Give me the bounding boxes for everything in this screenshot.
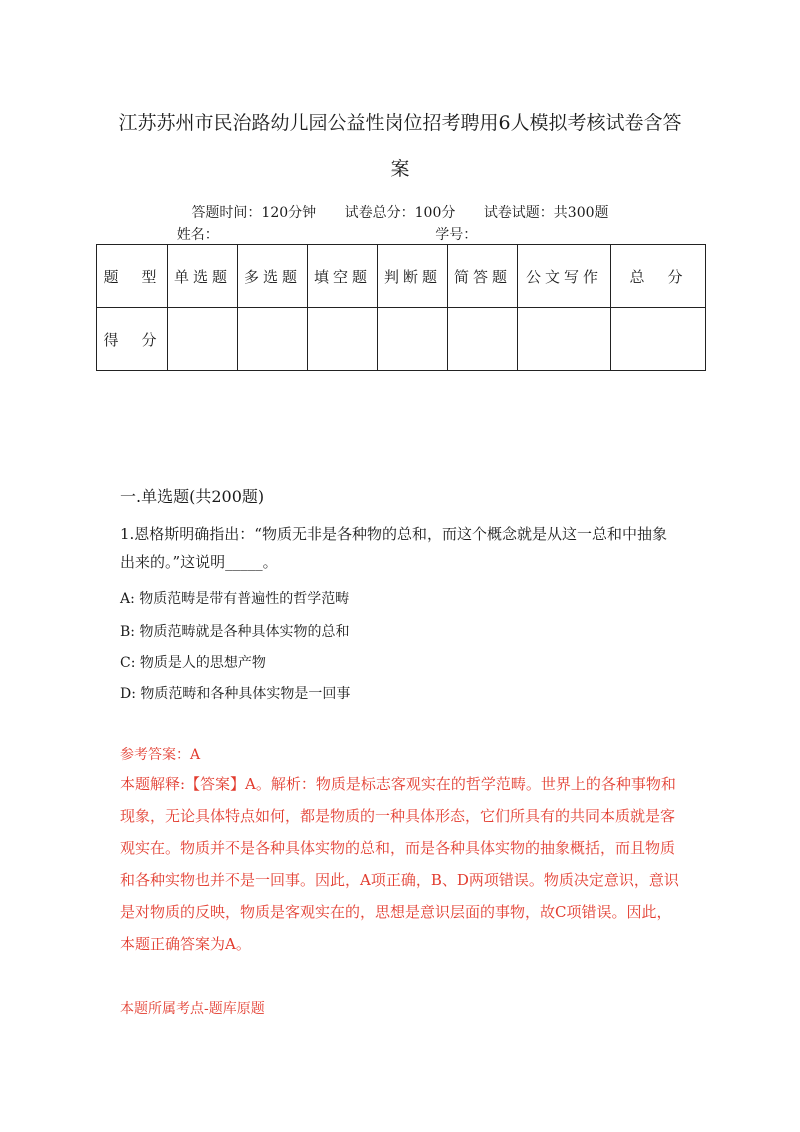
section-heading: 一.单选题(共200题)	[120, 487, 265, 506]
reference-answer: 参考答案：A	[120, 747, 201, 763]
score-input-cell	[378, 308, 448, 371]
question-text: 1.恩格斯明确指出：“物质无非是各种物的总和，而这个概念就是从这一总和中抽象出来的。”这说明_____。	[120, 525, 667, 571]
score-table-cell: 公文写作	[518, 245, 611, 308]
answer-explanation	[120, 768, 680, 960]
name-blank	[243, 230, 365, 245]
topic-note: 本题所属考点-题库原题	[120, 1001, 265, 1017]
option-c: C: 物质是人的思想产物	[120, 655, 266, 671]
score-table-cell: 填空题	[308, 245, 378, 308]
score-table-score-row	[97, 308, 706, 371]
score-input-cell	[611, 308, 706, 371]
score-table-cell: 单选题	[168, 245, 238, 308]
id-blank	[501, 230, 623, 245]
exam-question-count: 试卷试题：共300题	[483, 205, 609, 221]
option-b: B: 物质范畴就是各种具体实物的总和	[120, 624, 350, 640]
score-table-cell: 总 分	[611, 245, 706, 308]
score-input-cell	[308, 308, 378, 371]
score-row-label: 得 分	[97, 308, 168, 371]
score-table-header-row	[97, 245, 706, 308]
id-label: 学号：	[435, 227, 478, 243]
option-a: A: 物质范畴是带有普遍性的哲学范畴	[120, 591, 350, 607]
score-table-cell: 题 型	[97, 245, 168, 308]
question-stem	[120, 520, 680, 576]
exam-info	[0, 203, 800, 223]
score-input-cell	[238, 308, 308, 371]
score-table	[96, 244, 706, 371]
score-input-cell	[448, 308, 518, 371]
exam-time: 答题时间：120分钟	[191, 205, 317, 221]
score-input-cell	[168, 308, 238, 371]
score-table-cell: 多选题	[238, 245, 308, 308]
explanation-text: 本题解释:【答案】A。解析：物质是标志客观实在的哲学范畴。世界上的各种事物和现象，无论具体特点如何，都是物质的一种具体形态，它们所具有的共同本质就是客观实在。物质并不是各种具体实物的总和，而是各种具体实物的抽象概括，而且物质和各种实物也并不是一回事。因此，A项正确，B、D两项错误。物质决定意识，意识是对物质的反映，物质是客观实在的，思想是意识层面的事物，故C项错误。因此，本题正确答案为A。	[120, 775, 679, 953]
name-label: 姓名：	[176, 227, 219, 243]
score-input-cell	[518, 308, 611, 371]
exam-total-score: 试卷总分：100分	[344, 205, 456, 221]
document-title: 江苏苏州市民治路幼儿园公益性岗位招考聘用6人模拟考核试卷含答案	[118, 112, 682, 180]
student-info	[0, 225, 800, 245]
score-table-cell: 简答题	[448, 245, 518, 308]
option-d: D: 物质范畴和各种具体实物是一回事	[120, 686, 351, 702]
score-table-cell: 判断题	[378, 245, 448, 308]
